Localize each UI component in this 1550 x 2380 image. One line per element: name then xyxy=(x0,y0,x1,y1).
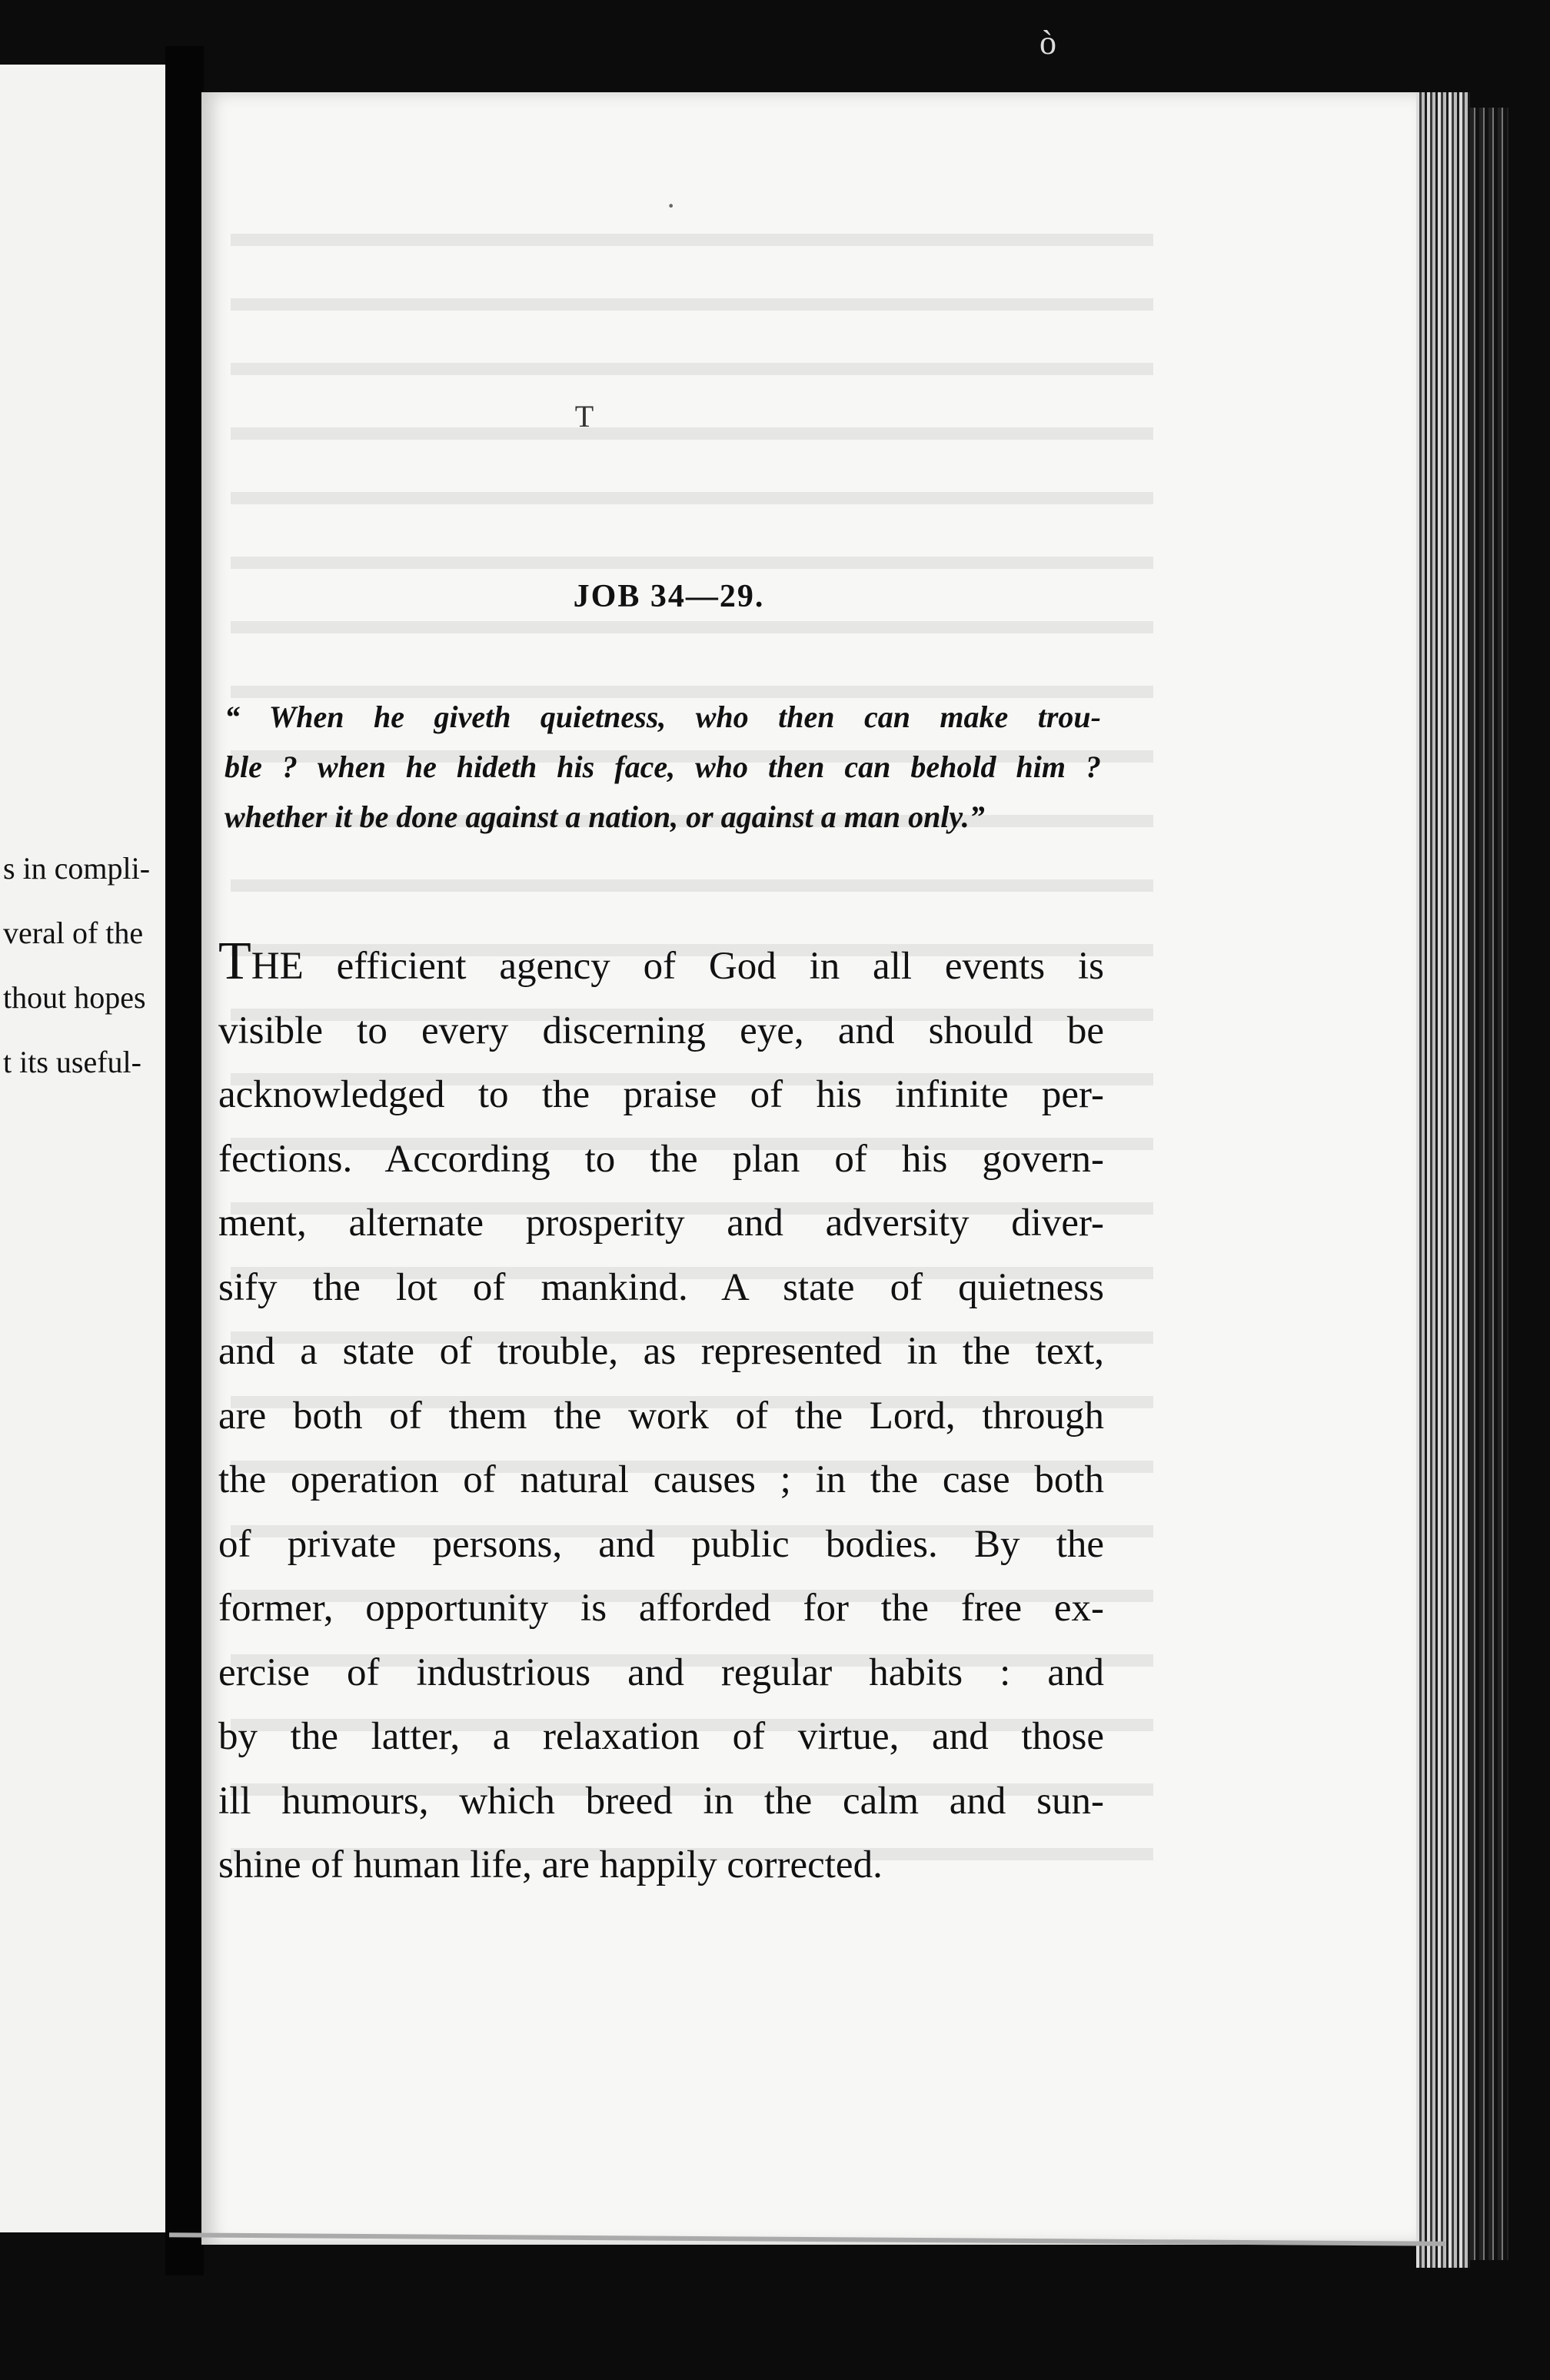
book-gutter xyxy=(165,46,204,2275)
page-title: JOB 34—29. xyxy=(573,579,765,614)
drop-cap: T xyxy=(218,932,251,991)
body-line: of private persons, and public bodies. By the xyxy=(218,1522,1104,1566)
body-line: ment, alternate prosperity and adversity diver- xyxy=(218,1202,1104,1245)
page-edges xyxy=(1416,92,1470,2268)
body-line: the operation of natural causes ; in the case both xyxy=(218,1458,1104,1501)
ink-mark: · xyxy=(666,188,677,223)
body-line: by the latter, a relaxation of virtue, and those xyxy=(218,1715,1104,1758)
body-line: sify the lot of mankind. A state of quietness xyxy=(218,1265,1104,1309)
body-line: are both of them the work of the Lord, through xyxy=(218,1394,1104,1438)
epigraph xyxy=(225,692,1101,842)
epigraph-line: ble ? when he hideth his face, who then can behold him ? xyxy=(225,750,1101,784)
book-edge-shadow xyxy=(1470,108,1508,2260)
first-line-text: HE efficient agency of God in all events is xyxy=(251,945,1104,988)
body-line: and a state of trouble, as represented in the text, xyxy=(218,1330,1104,1373)
body-line: former, opportunity is afforded for the free ex- xyxy=(218,1587,1104,1630)
facing-page xyxy=(0,65,165,2232)
body-paragraph xyxy=(218,932,1104,1898)
body-line: ill humours, which breed in the calm and sun- xyxy=(218,1779,1104,1823)
body-line: fections. According to the plan of his govern- xyxy=(218,1137,1104,1181)
scan-mark: ò xyxy=(1039,24,1056,61)
facing-page-line: thout hopes xyxy=(3,980,146,1015)
facing-page-line: t its useful- xyxy=(3,1045,141,1079)
facing-page-line: veral of the xyxy=(3,916,144,950)
body-line: ercise of industrious and regular habits : and xyxy=(218,1650,1104,1694)
body-line xyxy=(218,932,1104,999)
epigraph-line: whether it be done against a nation, or against a man only.” xyxy=(225,799,985,834)
body-line: visible to every discerning eye, and should be xyxy=(218,1009,1104,1052)
epigraph-line: “ When he giveth quietness, who then can make trou- xyxy=(225,700,1101,734)
page-signature-mark: T xyxy=(574,399,594,434)
body-line: acknowledged to the praise of his infinite per- xyxy=(218,1073,1104,1116)
facing-page-line: s in compli- xyxy=(3,851,151,886)
body-line: shine of human life, are happily corrected. xyxy=(218,1843,883,1886)
